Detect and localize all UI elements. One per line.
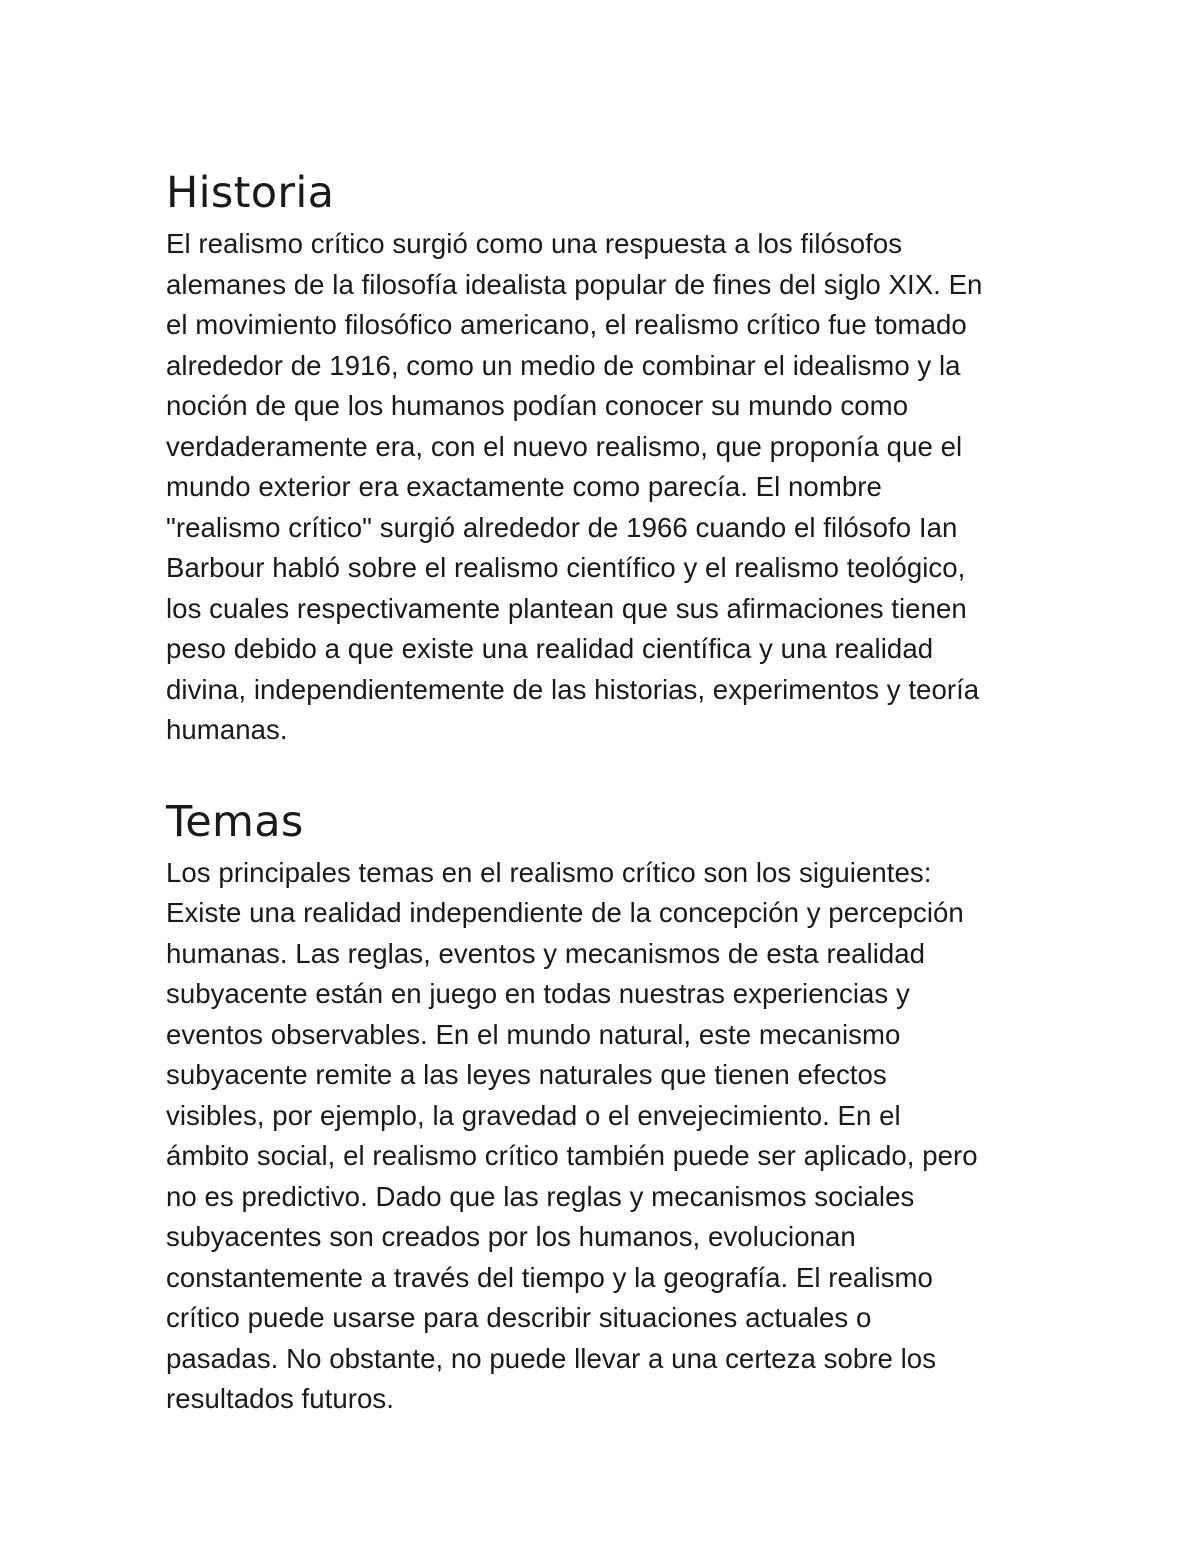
paragraph-line: subyacente remite a las leyes naturales que tienen efectos	[166, 1059, 887, 1090]
paragraph-line: "realismo crítico" surgió alrededor de 1966 cuando el filósofo Ian	[166, 511, 958, 543]
paragraph-line: los cuales respectivamente plantean que sus afirmaciones tienen	[166, 592, 967, 624]
paragraph-line: resultados futuros.	[166, 1383, 394, 1414]
paragraph-line: ámbito social, el realismo crítico también puede ser aplicado, pero	[166, 1140, 978, 1171]
paragraph-line: Barbour habló sobre el realismo científico y el realismo teológico,	[166, 552, 966, 583]
temas-section	[166, 791, 1046, 1420]
paragraph-line: alrededor de 1916, como un medio de combinar el idealismo y la	[166, 349, 961, 381]
paragraph-line: no es predictivo. Dado que las reglas y mecanismos sociales	[166, 1180, 915, 1212]
paragraph-temas	[166, 853, 1046, 1420]
paragraph-line: El realismo crítico surgió como una respuesta a los filósofos	[166, 228, 903, 259]
paragraph-line: humanas. Las reglas, eventos y mecanismos de esta realidad	[166, 937, 926, 969]
paragraph-line: Existe una realidad independiente de la concepción y percepción	[166, 897, 964, 928]
section-heading-temas: Temas	[166, 796, 304, 847]
paragraph-line: visibles, por ejemplo, la gravedad o el envejecimiento. En el	[166, 1099, 901, 1131]
paragraph-line: crítico puede usarse para describir situaciones actuales o	[166, 1302, 872, 1333]
paragraph-line: el movimiento filosófico americano, el realismo crítico fue tomado	[166, 309, 967, 340]
paragraph-line: subyacente están en juego en todas nuestras experiencias y	[166, 978, 910, 1009]
paragraph-line: mundo exterior era exactamente como parecía. El nombre	[166, 471, 882, 502]
section-heading-historia: Historia	[166, 168, 335, 218]
document-page	[166, 162, 1046, 1420]
paragraph-line: subyacentes son creados por los humanos, evolucionan	[166, 1221, 856, 1252]
paragraph-line: humanas.	[166, 714, 288, 745]
historia-section	[166, 162, 1046, 751]
paragraph-line: Los principales temas en el realismo crítico son los siguientes:	[166, 856, 932, 888]
paragraph-line: divina, independientemente de las historias, experimentos y teoría	[166, 673, 980, 705]
paragraph-line: pasadas. No obstante, no puede llevar a una certeza sobre los	[166, 1342, 937, 1374]
paragraph-line: noción de que los humanos podían conocer su mundo como	[166, 390, 909, 421]
paragraph-line: constantemente a través del tiempo y la geografía. El realismo	[166, 1261, 933, 1293]
paragraph-line: eventos observables. En el mundo natural, este mecanismo	[166, 1018, 901, 1050]
paragraph-line: alemanes de la filosofía idealista popular de fines del siglo XIX. En	[166, 268, 983, 300]
paragraph-line: verdaderamente era, con el nuevo realismo, que proponía que el	[166, 430, 963, 462]
paragraph-historia	[166, 224, 1046, 751]
paragraph-line: peso debido a que existe una realidad científica y una realidad	[166, 633, 934, 664]
